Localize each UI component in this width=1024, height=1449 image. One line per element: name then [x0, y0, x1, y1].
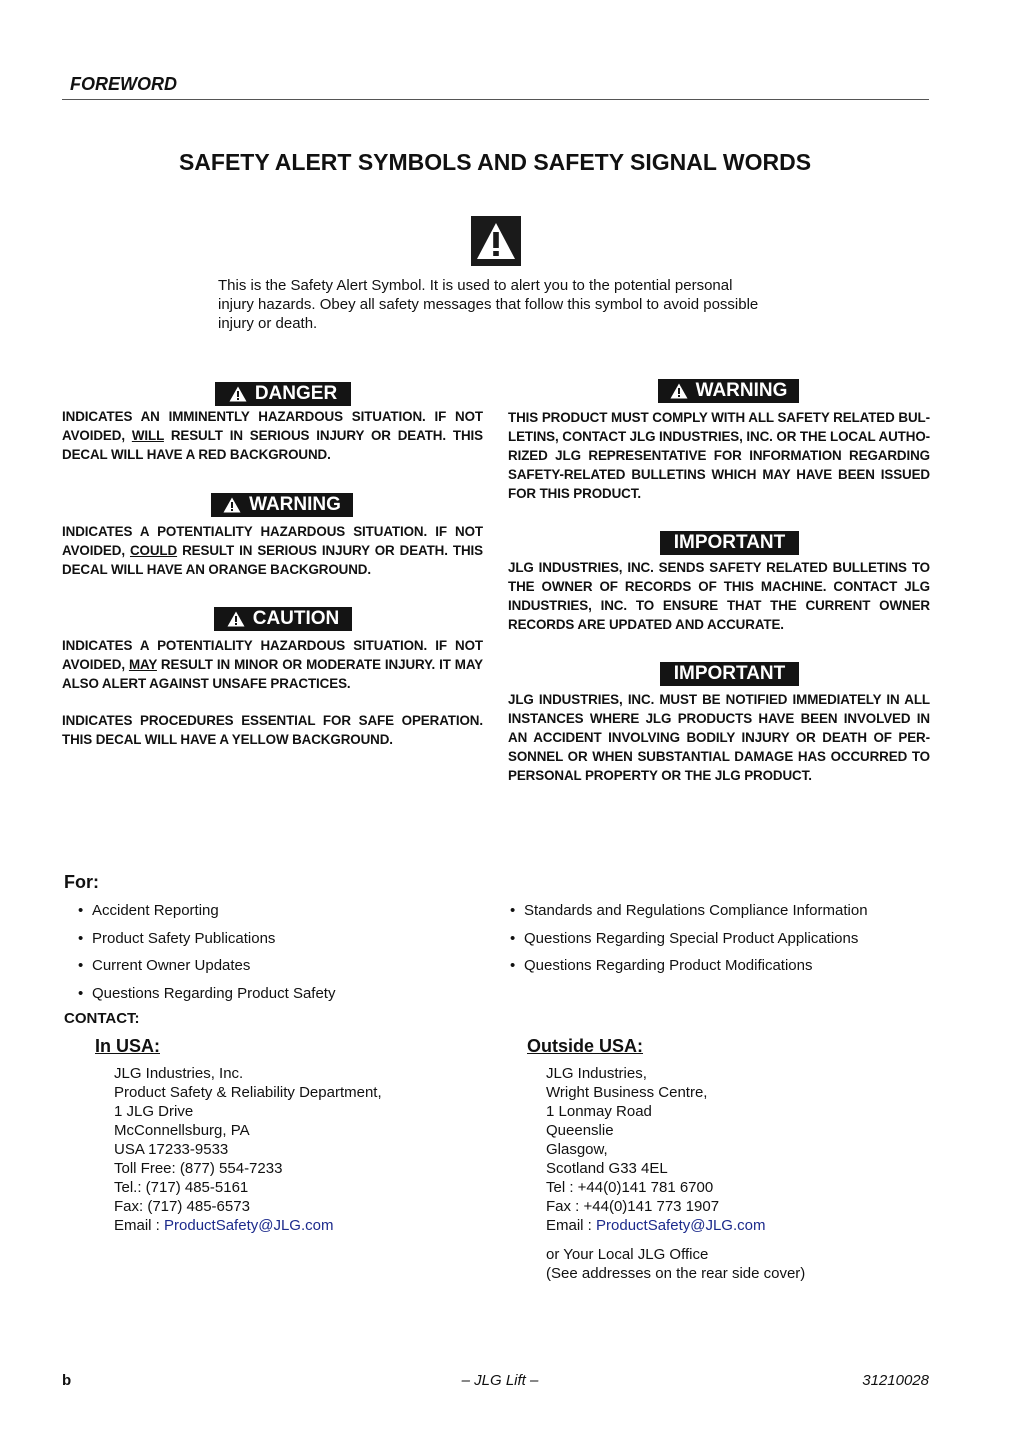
outside-usa-heading: Outside USA: — [527, 1036, 644, 1056]
usa-email-link[interactable]: ProductSafety@JLG.com — [164, 1217, 334, 1234]
header-divider — [62, 99, 929, 100]
caution-text: INDICATES A POTENTIALITY HAZARDOUS SITUATION. IF NOT AVOIDED, MAY RESULT IN MINOR OR MODERATE INJURY. IT MAY ALSO ALERT AGAINST UNSAFE PRACTICES. — [62, 638, 483, 691]
page-title: SAFETY ALERT SYMBOLS AND SAFETY SIGNAL WORDS — [178, 149, 812, 175]
usa-address: JLG Industries, Inc. Product Safety & Reliability Department, 1 JLG Drive McConnellsburg, PA USA 17233-9533 Toll Free: (877) 554-7233 Tel.: (717) 485-5161 Fax: (717) 485-6573 Email : ProductSafety@JLG.com — [114, 1065, 382, 1234]
danger-signal-label: DANGER — [215, 382, 351, 406]
intro-paragraph: This is the Safety Alert Symbol. It is used to alert you to the potential personal injury hazards. Obey all safety messages that follow this symbol to avoid possible injury or death. — [218, 277, 759, 332]
important-signal-label: IMPORTANT — [660, 662, 799, 686]
list-item: • Product Safety Publications — [78, 929, 276, 947]
list-item: • Standards and Regulations Compliance Information — [510, 902, 868, 919]
contact-heading: CONTACT: — [64, 1010, 140, 1027]
caution-signal-label: CAUTION — [214, 607, 352, 631]
usa-heading: In USA: — [95, 1036, 160, 1056]
list-item: • Accident Reporting — [78, 902, 219, 919]
list-item: • Questions Regarding Special Product Applications — [510, 929, 859, 947]
warning-text: INDICATES A POTENTIALITY HAZARDOUS SITUATION. IF NOT AVOIDED, COULD RESULT IN SERIOUS INJURY OR DEATH. THIS DECAL WILL HAVE AN ORANGE BACKGROUND. — [62, 524, 483, 577]
warning-triangle-icon — [670, 383, 688, 399]
outside-usa-address: JLG Industries, Wright Business Centre, 1 Lonmay Road Queenslie Glasgow, Scotland G33 4EL Tel : +44(0)141 781 6700 Fax : +44(0)141 773 1907 Email : ProductSafety@JLG.com — [546, 1065, 766, 1234]
warning-bulletins-text: THIS PRODUCT MUST COMPLY WITH ALL SAFETY RELATED BUL- LETINS, CONTACT JLG INDUSTRIES, INC. OR THE LOCAL AUTHO- RIZED JLG REPRESENTATIVE FOR INFORMATION REGARDING SAFETY-RELATED BULLETINS WHICH MAY HAVE BEEN ISSUED FOR THIS PRODUCT. — [508, 410, 930, 501]
important-owner-records-text: JLG INDUSTRIES, INC. SENDS SAFETY RELATED BULLETINS TO THE OWNER OF RECORDS OF THIS MACHINE. CONTACT JLG INDUSTRIES, INC. TO ENSURE THAT THE CURRENT OWNER RECORDS ARE UPDATED AND ACCURATE. — [508, 560, 930, 632]
section-header: FOREWORD — [70, 74, 177, 94]
warning-signal-label: WARNING — [211, 493, 353, 517]
doc-number: 31210028 — [862, 1372, 929, 1389]
footer-center: – JLG Lift – — [461, 1372, 539, 1389]
warning-triangle-icon — [227, 611, 245, 627]
warning-triangle-icon — [229, 386, 247, 402]
warning-signal-label-right: WARNING — [658, 379, 799, 403]
for-heading: For: — [64, 872, 99, 892]
danger-text: INDICATES AN IMMINENTLY HAZARDOUS SITUATION. IF NOT AVOIDED, WILL RESULT IN SERIOUS INJURY OR DEATH. THIS DECAL WILL HAVE A RED BACKGROUND. — [62, 409, 483, 462]
page-number: b — [62, 1372, 72, 1389]
warning-triangle-icon — [223, 497, 241, 513]
list-item: • Current Owner Updates — [78, 957, 251, 974]
important-notification-text: JLG INDUSTRIES, INC. MUST BE NOTIFIED IMMEDIATELY IN ALL INSTANCES WHERE JLG PRODUCTS HAVE BEEN INVOLVED IN AN ACCIDENT INVOLVING BODILY INJURY OR DEATH OF PER- SONNEL OR WHEN SUBSTANTIAL DAMAGE HAS OCCURRED TO PERSONAL PROPERTY OR THE JLG PRODUCT. — [508, 692, 930, 783]
list-item: • Questions Regarding Product Safety — [78, 984, 336, 1002]
safety-alert-triangle-icon — [471, 216, 521, 266]
outside-email-link[interactable]: ProductSafety@JLG.com — [596, 1217, 766, 1234]
local-office-note: or Your Local JLG Office (See addresses on the rear side cover) — [546, 1246, 806, 1282]
for-list-right — [510, 901, 868, 984]
caution-extra-text: INDICATES PROCEDURES ESSENTIAL FOR SAFE OPERATION. THIS DECAL WILL HAVE A YELLOW BACKGROUND. — [62, 713, 483, 747]
list-item: • Questions Regarding Product Modifications — [510, 957, 813, 974]
important-signal-label: IMPORTANT — [660, 531, 799, 555]
for-list-left — [78, 901, 335, 1011]
